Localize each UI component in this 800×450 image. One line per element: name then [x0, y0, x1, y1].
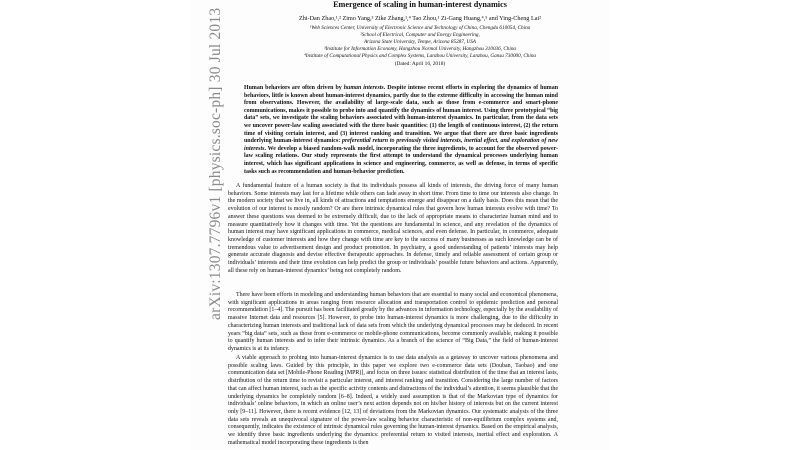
arxiv-identifier[interactable]: arXiv:1307.7796v1 [physics.soc-ph] 30 Jul 2013: [207, 7, 224, 320]
abstract: [244, 85, 558, 176]
date-line: (Dated: April 16, 2018): [394, 61, 446, 67]
paragraph-text: A fundamental feature of a human society is that its individuals possess all kinds of interests, the driving force of many human behaviors. Some interests may last for a lifetime while others can fade away in short time. From time to time our interests also change. In the modern society that we live in, all kinds of attractions and temptations emerge and disappear on a daily basis. Does this mean that the evolution of our interest is mostly random? Or are there intrinsic dynamical rules that govern how human interests evolve with time? To answer these questions was deemed to be extremely difficult, due to the lack of appropriate means to characterize human mind and to measure quantitatively how it changes with time. Yet the questions are fundamental in science, and any revelation of the dynamics of human interest may have significant applications in commerce, medical sciences, and even defense. In particular, in commerce, adequate knowledge of customer interests and how they change with time are key to the success of many businesses as such knowledge can be of tremendous value to advertisement design and product promotion. In psychiatry, a good understanding of patients’ interests may help generate accurate diagnosis and devise effective therapeutic approaches. In defense, timely and reliable assessment of certain group or individuals’ interests and their time evolution can help predict the group or individuals’ possible future behaviors and actions. Apparently, all these rely on human-interest dynamics’ being not completely random.: [228, 183, 558, 274]
abstract-emphasis-1: human interests: [343, 85, 384, 91]
paragraph-text: There have been efforts in modeling and understanding human behaviors that are essential to many social and economical phenomena, with significant applications in areas ranging from resource allocation and transportation control to epidemic prediction and personal recommendation [1–4]. The pursuit has been facilitated greatly by the advances in information technology, especially by the availability of massive Internet data and resources [5]. However, to probe into human-interest dynamics is more challenging, due to the difficulty in characterizing human interests and traditional lack of data sets from which the underlying dynamical processes may be deduced. In recent years “big data” sets, such as those from e-commerce or mobile-phone communications, become commonly available, making it possible to quantify human interests and to infer their intrinsic dynamics. As a branch of the science of “Big Data,” the field of human-interest dynamics is at its infancy.: [228, 292, 558, 352]
affiliation-2: ²School of Electrical, Computer and Energy Engineering,: [360, 32, 480, 38]
body-paragraph-2: [228, 292, 558, 354]
abstract-part-3: . We develop a biased random-walk model, incorporating the three ingredients, to account for the observed power-law scaling relations. Our study represents the first attempt to understand the dynamical processes underlying human interest, which has significant applications in science and engineering, commerce, as well as defense, in terms of specific tasks such as recommendation and human-behavior prediction.: [244, 145, 558, 175]
abstract-emphasis-2: preferential return to previously visited interests, inertial effect, and exploration of new interests: [244, 138, 559, 152]
affiliation-1: ¹Web Sciences Center, University of Electronic Science and Technology of China, Chengdu 610054, China: [309, 25, 531, 31]
affiliation-4: ⁴Institute of Computational Physics and Complex Systems, Lanzhou University, Lanzhou, Gansu 730000, China: [303, 53, 537, 59]
affiliation-2-cont: Arizona State University, Tempe, Arizona 85287, USA: [364, 39, 476, 45]
body-paragraph-3: [228, 355, 558, 447]
affiliation-3: ³Institute for Information Economy, Hangzhou Normal University, Hangzhou 310036, China: [323, 46, 517, 52]
paragraph-text: A viable approach to probing into human-interest dynamics is to use data analysis as a getaway to uncover various phenomena and possible scaling laws. Guided by this principle, in this paper we explore two e-commerce data sets (Douban, Taobao) and one communication data set [Mobile-Phone Reading (MPR)], and focus on three issues: statistical distribution of the time that an interest lasts, distribution of the return time to revisit a particular interest, and interest ranking and transition. Considering the large number of factors that can affect human interest, such as the specific activity contents and distractions of the individual’s attention, it seems plausible that the underlying dynamics be completely random [6–8]. Indeed, a widely used assumption is that of the Markovian type of dynamics for individuals’ online behaviors, in which an online user’s next action depends not on his/her history of interests but on the current interest only [9–11]. However, there is recent evidence [12, 13] of deviations from the Markovian dynamics. Our systematic analysis of the three data sets reveals an unequivocal signature of the power-law scaling behavior characteristic of non-equilibrium complex systems and, consequently, indicates the existence of intrinsic dynamical rules governing the human-interest dynamics. Based on the empirical analysis, we identify three basic ingredients underlying the dynamics: preferential return to visited interests, inertial effect and exploration. A mathematical model incorporating these ingredients is then: [228, 355, 558, 446]
abstract-part-2: . Despite intense recent efforts in exploring the dynamics of human behaviors, little is known about human-interest dynamics, partly due to the extreme difficulty in accessing the human mind from observations. However, the availability of large-scale data, such as those from e-commerce and smart-phone communications, makes it possible to probe into and quantify the dynamics of human interest. Using three prototypical “big data” sets, we investigate the scaling behaviors associated with human-interest dynamics. In particular, from the data sets we uncover power-law scaling associated with the three basic quantities: (1) the length of continuous interest, (2) the return time of visiting certain interest, and (3) interest ranking and transition. We argue that there are three basic ingredients underlying human-interest dynamics:: [244, 85, 558, 145]
paper-title: Emergence of scaling in human-interest dynamics: [333, 0, 507, 9]
abstract-part-1: Human behaviors are often driven by: [244, 85, 344, 91]
author-list: Zhi-Dan Zhao,¹,² Zimo Yang,³ Zike Zhang,¹,⁴ Tao Zhou,¹ Zi-Gang Huang,⁴,⁵ and Ying-Cheng Lai²: [298, 15, 542, 22]
body-paragraph-1: [228, 183, 558, 275]
